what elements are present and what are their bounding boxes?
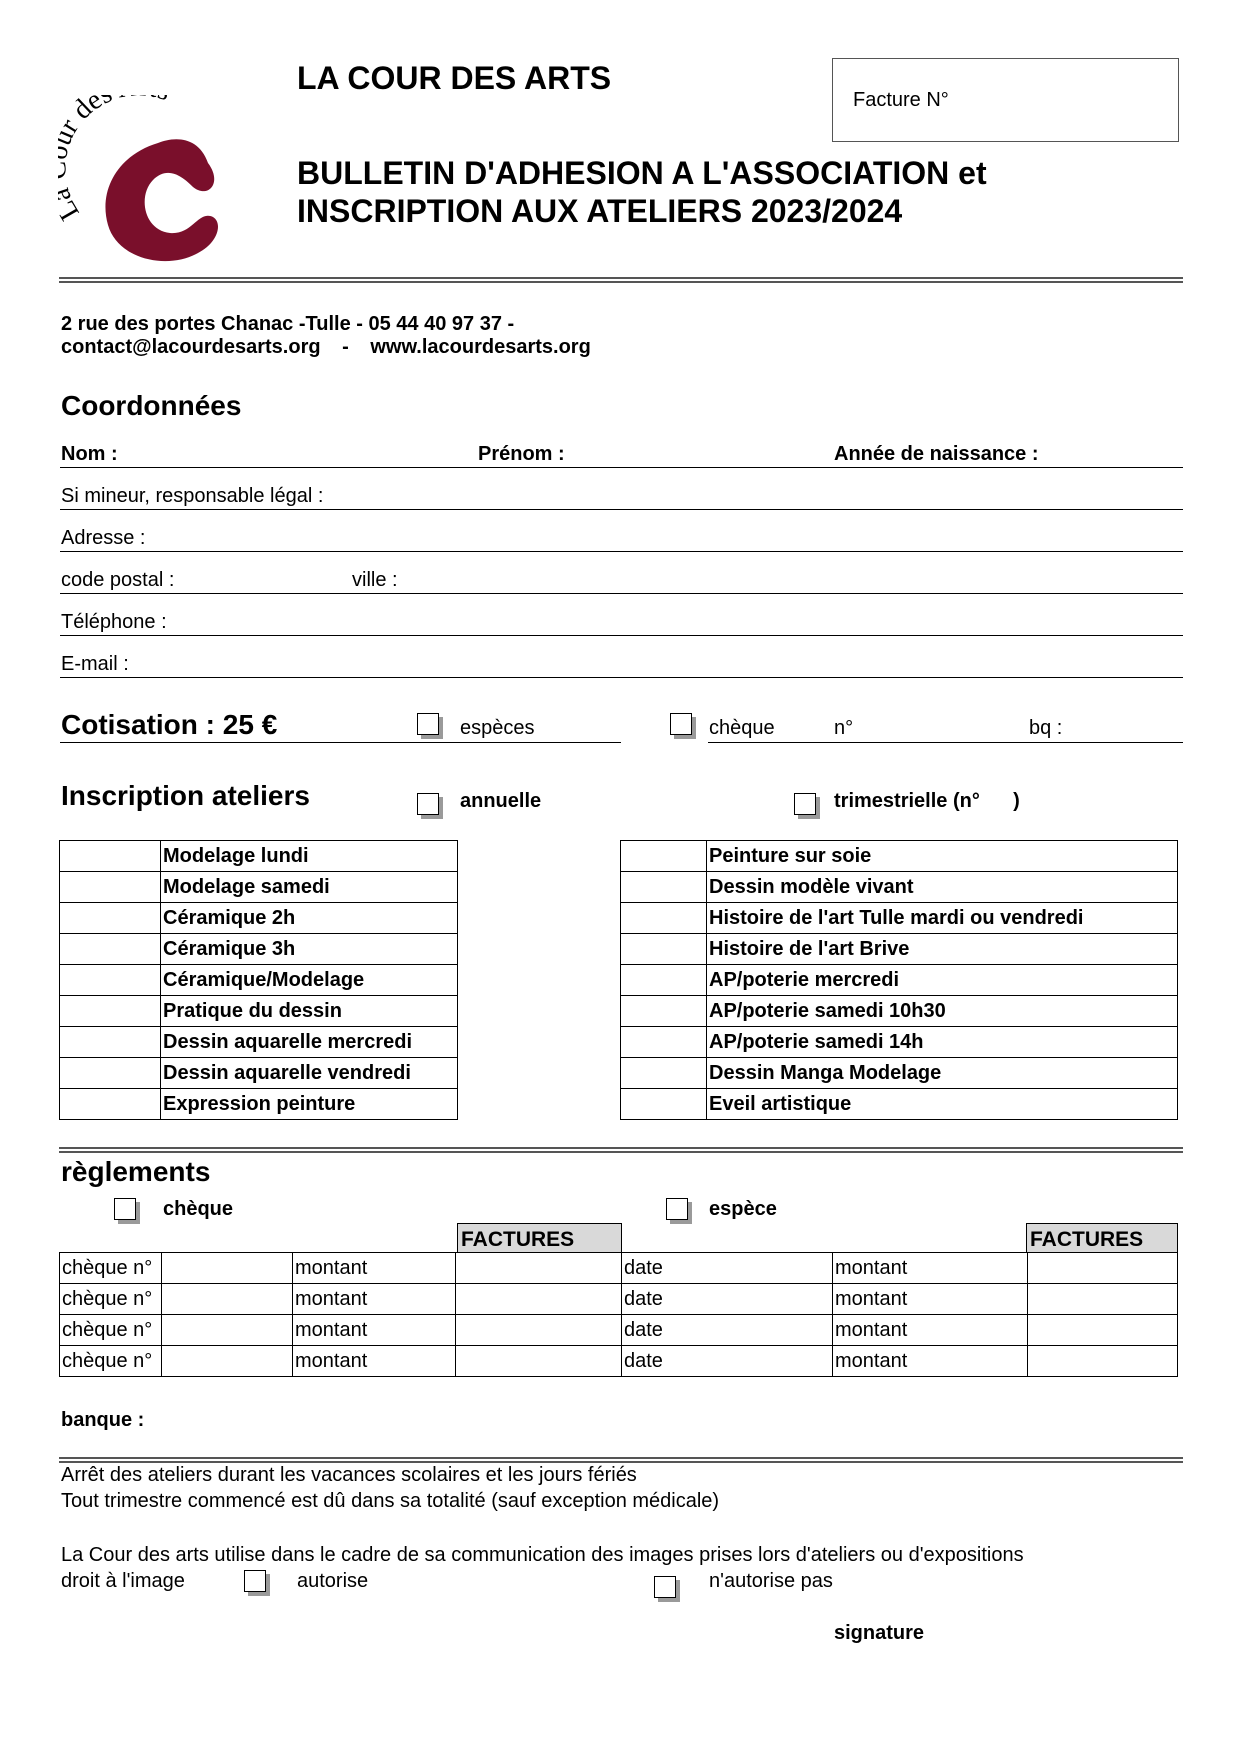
cheque-row xyxy=(60,1346,622,1377)
cheque-row xyxy=(60,1253,622,1284)
espece-facture-field[interactable] xyxy=(1028,1315,1178,1346)
notes-divider xyxy=(59,1457,1183,1463)
factures-header-right xyxy=(1026,1223,1178,1253)
atelier-right-check-cell[interactable] xyxy=(621,1058,707,1089)
adresse-label: Adresse : xyxy=(61,527,146,549)
espece-montant-label: montant xyxy=(833,1253,1028,1284)
atelier-left-check-cell[interactable] xyxy=(60,841,161,872)
espece-date-label: date xyxy=(622,1253,833,1284)
reglements-divider xyxy=(59,1147,1183,1153)
atelier-right-name: AP/poterie mercredi xyxy=(707,965,1178,996)
espece-facture-field[interactable] xyxy=(1028,1284,1178,1315)
espece-row xyxy=(622,1346,1178,1377)
atelier-left-name: Céramique 2h xyxy=(161,903,458,934)
cheque-number-field[interactable] xyxy=(162,1346,293,1377)
atelier-left-name: Expression peinture xyxy=(161,1089,458,1120)
atelier-left-row xyxy=(60,996,458,1027)
atelier-right-check-cell[interactable] xyxy=(621,841,707,872)
atelier-right-row xyxy=(621,841,1178,872)
invoice-box[interactable] xyxy=(832,58,1179,142)
cotisation-cheque-checkbox[interactable] xyxy=(670,713,692,735)
cotisation-line-right xyxy=(708,742,1183,743)
nautorise-label: n'autorise pas xyxy=(709,1570,833,1592)
atelier-right-check-cell[interactable] xyxy=(621,996,707,1027)
espece-montant-label: montant xyxy=(833,1346,1028,1377)
cotisation-cheque-label: chèque xyxy=(709,717,775,739)
invoice-label: Facture N° xyxy=(853,89,949,111)
espece-date-label: date xyxy=(622,1346,833,1377)
cheque-number-label: chèque n° xyxy=(60,1315,162,1346)
atelier-left-check-cell[interactable] xyxy=(60,1089,161,1120)
atelier-right-row xyxy=(621,965,1178,996)
atelier-right-row xyxy=(621,1058,1178,1089)
atelier-left-check-cell[interactable] xyxy=(60,965,161,996)
atelier-right-check-cell[interactable] xyxy=(621,934,707,965)
atelier-left-name: Modelage samedi xyxy=(161,872,458,903)
espece-date-label: date xyxy=(622,1315,833,1346)
atelier-left-row xyxy=(60,965,458,996)
atelier-right-name: Dessin Manga Modelage xyxy=(707,1058,1178,1089)
cheque-facture-field[interactable] xyxy=(456,1284,622,1315)
cheque-number-field[interactable] xyxy=(162,1284,293,1315)
atelier-left-row xyxy=(60,1058,458,1089)
espece-date-label: date xyxy=(622,1284,833,1315)
atelier-left-name: Céramique/Modelage xyxy=(161,965,458,996)
nautorise-checkbox[interactable] xyxy=(654,1576,676,1598)
banque-field-label: banque : xyxy=(61,1409,145,1431)
reglement-espece-checkbox[interactable] xyxy=(666,1198,688,1220)
cheque-row xyxy=(60,1315,622,1346)
espece-row xyxy=(622,1315,1178,1346)
atelier-right-row xyxy=(621,996,1178,1027)
logo xyxy=(58,95,238,270)
atelier-left-row xyxy=(60,1027,458,1058)
espece-facture-field[interactable] xyxy=(1028,1253,1178,1284)
atelier-left-row xyxy=(60,1089,458,1120)
atelier-left-check-cell[interactable] xyxy=(60,872,161,903)
contact-line xyxy=(61,336,591,359)
cheque-facture-field[interactable] xyxy=(456,1346,622,1377)
autorise-checkbox[interactable] xyxy=(244,1570,266,1592)
atelier-left-row xyxy=(60,841,458,872)
atelier-left-name: Dessin aquarelle mercredi xyxy=(161,1027,458,1058)
atelier-right-name: Histoire de l'art Brive xyxy=(707,934,1178,965)
ateliers-table-right xyxy=(620,840,1178,1120)
org-name: LA COUR DES ARTS xyxy=(297,60,612,96)
form-title-line1: BULLETIN D'ADHESION A L'ASSOCIATION et xyxy=(297,155,987,191)
droit-image-label: droit à l'image xyxy=(61,1570,185,1592)
espece-montant-label: montant xyxy=(833,1315,1028,1346)
annee-label: Année de naissance : xyxy=(834,443,1039,465)
section-inscription: Inscription ateliers xyxy=(61,780,310,811)
prenom-label: Prénom : xyxy=(478,443,565,465)
atelier-left-name: Dessin aquarelle vendredi xyxy=(161,1058,458,1089)
especes-checkbox[interactable] xyxy=(417,713,439,735)
atelier-right-name: AP/poterie samedi 10h30 xyxy=(707,996,1178,1027)
cheque-number-field[interactable] xyxy=(162,1253,293,1284)
logo-text: de xyxy=(66,95,108,126)
cheque-facture-field[interactable] xyxy=(456,1315,622,1346)
email-label: E-mail : xyxy=(61,653,129,675)
cotisation-line-left xyxy=(60,742,621,743)
factures-header-left-label: FACTURES xyxy=(461,1228,575,1251)
cheque-number-label: chèque n° xyxy=(60,1346,162,1377)
espece-row xyxy=(622,1253,1178,1284)
atelier-right-check-cell[interactable] xyxy=(621,1089,707,1120)
cheque-montant-label: montant xyxy=(293,1346,456,1377)
adresse-field-line[interactable] xyxy=(60,551,1183,552)
atelier-right-row xyxy=(621,1089,1178,1120)
atelier-left-check-cell[interactable] xyxy=(60,996,161,1027)
cheque-montant-label: montant xyxy=(293,1315,456,1346)
cheque-number-label: chèque n° xyxy=(60,1253,162,1284)
trimestrielle-checkbox[interactable] xyxy=(794,793,816,815)
contact-separator: - xyxy=(342,336,349,358)
cheque-number-field[interactable] xyxy=(162,1315,293,1346)
header-divider xyxy=(59,277,1183,283)
banque-label: bq : xyxy=(1029,717,1063,739)
code-postal-field-line[interactable] xyxy=(60,593,1183,594)
autorise-label: autorise xyxy=(297,1570,369,1592)
cheque-number-label: chèque n° xyxy=(60,1284,162,1315)
atelier-left-check-cell[interactable] xyxy=(60,1027,161,1058)
atelier-left-row xyxy=(60,903,458,934)
note-trimestre: Tout trimestre commencé est dû dans sa totalité (sauf exception médicale) xyxy=(61,1490,720,1512)
section-reglements: règlements xyxy=(61,1156,211,1187)
contact-email: contact@lacourdesarts.org xyxy=(61,336,321,358)
cotisation-label: Cotisation : 25 € xyxy=(61,709,278,740)
atelier-left-check-cell[interactable] xyxy=(60,903,161,934)
atelier-right-name: Dessin modèle vivant xyxy=(707,872,1178,903)
factures-header-right-label: FACTURES xyxy=(1030,1228,1144,1251)
cheque-montant-label: montant xyxy=(293,1284,456,1315)
atelier-right-row xyxy=(621,934,1178,965)
especes-label: espèces xyxy=(460,717,535,739)
espece-facture-field[interactable] xyxy=(1028,1346,1178,1377)
atelier-right-name: Peinture sur soie xyxy=(707,841,1178,872)
reglement-cheque-checkbox[interactable] xyxy=(114,1198,136,1220)
note-images: La Cour des arts utilise dans le cadre de sa communication des images prises lors d'ateliers ou d'expositions xyxy=(61,1544,1024,1566)
atelier-right-row xyxy=(621,872,1178,903)
signature-label: signature xyxy=(834,1622,925,1644)
annuelle-label: annuelle xyxy=(460,790,542,812)
atelier-right-name: Histoire de l'art Tulle mardi ou vendredi xyxy=(707,903,1178,934)
atelier-right-check-cell[interactable] xyxy=(621,1027,707,1058)
logo-c-shape xyxy=(105,139,218,261)
telephone-field-line[interactable] xyxy=(60,635,1183,636)
espece-table xyxy=(621,1252,1178,1377)
reglement-espece-label: espèce xyxy=(709,1198,777,1220)
reglement-cheque-label: chèque xyxy=(163,1198,234,1220)
cheque-table xyxy=(59,1252,622,1377)
atelier-right-check-cell[interactable] xyxy=(621,903,707,934)
atelier-left-name: Céramique 3h xyxy=(161,934,458,965)
nom-label: Nom : xyxy=(61,443,118,465)
atelier-right-name: Eveil artistique xyxy=(707,1089,1178,1120)
mineur-label: Si mineur, responsable légal : xyxy=(61,485,324,507)
mineur-field-line[interactable] xyxy=(60,509,1183,510)
trimestrielle-label: trimestrielle (n° ) xyxy=(834,790,1020,812)
cheque-montant-label: montant xyxy=(293,1253,456,1284)
atelier-right-name: AP/poterie samedi 14h xyxy=(707,1027,1178,1058)
atelier-left-check-cell[interactable] xyxy=(60,934,161,965)
espece-row xyxy=(622,1284,1178,1315)
atelier-right-row xyxy=(621,1027,1178,1058)
form-title-line2: INSCRIPTION AUX ATELIERS 2023/2024 xyxy=(297,193,903,229)
section-coordonnees: Coordonnées xyxy=(61,390,242,421)
atelier-left-row xyxy=(60,872,458,903)
atelier-right-row xyxy=(621,903,1178,934)
atelier-left-check-cell[interactable] xyxy=(60,1058,161,1089)
logo-graphic xyxy=(58,95,238,270)
espece-montant-label: montant xyxy=(833,1284,1028,1315)
telephone-label: Téléphone : xyxy=(61,611,167,633)
ateliers-table-left xyxy=(59,840,458,1120)
nom-field-line[interactable] xyxy=(60,467,1183,468)
cheque-row xyxy=(60,1284,622,1315)
address-line: 2 rue des portes Chanac -Tulle - 05 44 40 97 37 - xyxy=(61,313,515,335)
code-postal-label: code postal : xyxy=(61,569,175,591)
annuelle-checkbox[interactable] xyxy=(417,793,439,815)
email-field-line[interactable] xyxy=(60,677,1183,678)
atelier-right-check-cell[interactable] xyxy=(621,872,707,903)
atelier-right-check-cell[interactable] xyxy=(621,965,707,996)
atelier-left-name: Pratique du dessin xyxy=(161,996,458,1027)
contact-website: www.lacourdesarts.org xyxy=(370,336,591,358)
cheque-numero-label: n° xyxy=(834,717,854,739)
atelier-left-name: Modelage lundi xyxy=(161,841,458,872)
cheque-facture-field[interactable] xyxy=(456,1253,622,1284)
atelier-left-row xyxy=(60,934,458,965)
factures-header-left xyxy=(457,1223,622,1253)
note-holidays: Arrêt des ateliers durant les vacances scolaires et les jours fériés xyxy=(61,1464,637,1486)
ville-label: ville : xyxy=(352,569,398,591)
